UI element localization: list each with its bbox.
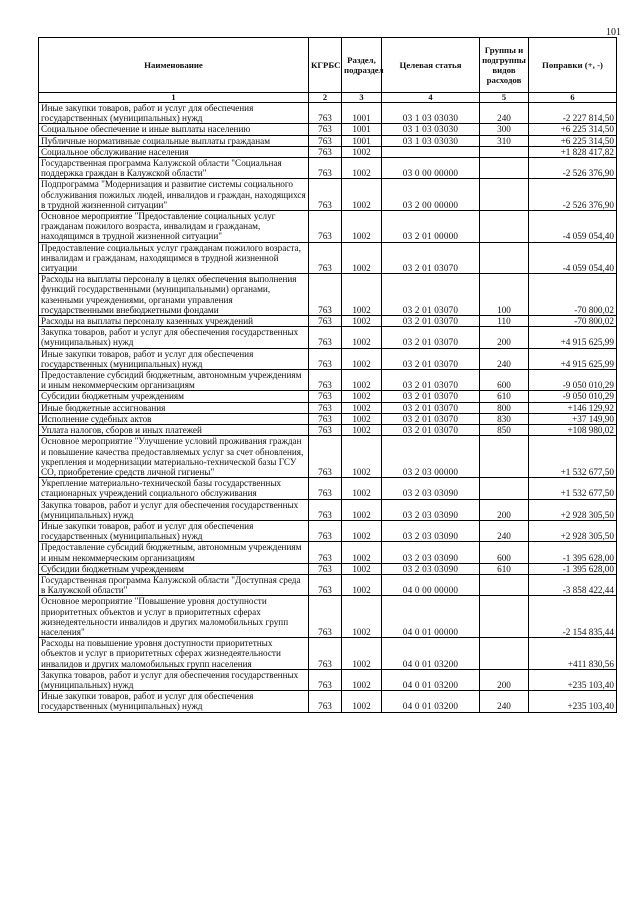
row-name: Иные закупки товаров, работ и услуг для обеспечения государственных (муниципальных) нужд <box>39 520 309 541</box>
row-razdel: 1002 <box>342 348 382 369</box>
row-expense-type: 100 <box>480 274 529 316</box>
row-kgrbs: 763 <box>309 211 342 243</box>
table-row <box>39 563 617 574</box>
row-expense-type: 200 <box>480 499 529 520</box>
row-kgrbs: 763 <box>309 402 342 413</box>
header-name: Наименование <box>39 38 309 93</box>
row-kgrbs: 763 <box>309 425 342 436</box>
row-name: Закупка товаров, работ и услуг для обеспечения государственных (муниципальных) нужд <box>39 327 309 348</box>
row-kgrbs: 763 <box>309 413 342 424</box>
header-row <box>39 38 617 93</box>
row-razdel: 1001 <box>342 135 382 146</box>
table-row <box>39 402 617 413</box>
row-name: Иные закупки товаров, работ и услуг для обеспечения государственных (муниципальных) нужд <box>39 691 309 712</box>
row-name: Субсидии бюджетным учреждениям <box>39 391 309 402</box>
row-kgrbs: 763 <box>309 691 342 712</box>
table-row <box>39 478 617 499</box>
row-name: Закупка товаров, работ и услуг для обеспечения государственных (муниципальных) нужд <box>39 499 309 520</box>
row-target-article: 03 2 01 03070 <box>382 402 480 413</box>
row-target-article: 03 2 01 03070 <box>382 391 480 402</box>
row-target-article: 03 2 01 00000 <box>382 211 480 243</box>
row-target-article: 03 2 03 03090 <box>382 499 480 520</box>
column-number: 5 <box>480 93 529 103</box>
row-amendment-amount: +1 828 417,82 <box>529 146 617 157</box>
row-razdel: 1002 <box>342 499 382 520</box>
row-amendment-amount: -3 858 422,44 <box>529 574 617 595</box>
row-amendment-amount: +411 830,56 <box>529 638 617 670</box>
header-razdel: Раздел, подраздел <box>342 38 382 93</box>
budget-amendments-table <box>38 37 617 713</box>
row-target-article: 04 0 00 00000 <box>382 574 480 595</box>
row-amendment-amount: -70 800,02 <box>529 316 617 327</box>
row-name: Иные закупки товаров, работ и услуг для обеспечения государственных (муниципальных) нужд <box>39 348 309 369</box>
row-expense-type <box>480 596 529 638</box>
row-razdel: 1002 <box>342 669 382 690</box>
table-row <box>39 316 617 327</box>
row-name: Расходы на выплаты персоналу в целях обеспечения выполнения функций государственными (муниципальными) органами, казенными учреждениями, органами управления государственными внебюджетными фондами <box>39 274 309 316</box>
row-name: Предоставление социальных услуг гражданам пожилого возраста, инвалидам и гражданам, находящимся в трудной жизненной ситуации <box>39 242 309 274</box>
row-target-article: 03 2 00 00000 <box>382 179 480 211</box>
row-razdel: 1002 <box>342 179 382 211</box>
row-razdel: 1002 <box>342 370 382 391</box>
row-kgrbs: 763 <box>309 596 342 638</box>
row-razdel: 1002 <box>342 574 382 595</box>
row-name: Исполнение судебных актов <box>39 413 309 424</box>
row-amendment-amount: +108 980,02 <box>529 425 617 436</box>
row-razdel: 1002 <box>342 146 382 157</box>
row-target-article: 04 0 01 03200 <box>382 691 480 712</box>
row-kgrbs: 763 <box>309 158 342 179</box>
row-amendment-amount: +4 915 625,99 <box>529 327 617 348</box>
header-kgrbs: КГРБС <box>309 38 342 93</box>
row-razdel: 1002 <box>342 211 382 243</box>
row-name: Государственная программа Калужской области "Социальная поддержка граждан в Калужской области" <box>39 158 309 179</box>
row-razdel: 1002 <box>342 274 382 316</box>
row-razdel: 1002 <box>342 563 382 574</box>
column-number-row <box>39 93 617 103</box>
row-target-article: 03 2 01 03070 <box>382 316 480 327</box>
table-row <box>39 542 617 563</box>
table-row <box>39 179 617 211</box>
row-name: Иные бюджетные ассигнования <box>39 402 309 413</box>
row-razdel: 1002 <box>342 596 382 638</box>
header-target-article: Целевая статья <box>382 38 480 93</box>
row-razdel: 1002 <box>342 436 382 478</box>
row-target-article: 03 1 03 03030 <box>382 124 480 135</box>
row-razdel: 1002 <box>342 478 382 499</box>
row-expense-type: 600 <box>480 542 529 563</box>
page-number: 101 <box>606 27 621 38</box>
row-kgrbs: 763 <box>309 563 342 574</box>
column-number: 2 <box>309 93 342 103</box>
row-razdel: 1002 <box>342 413 382 424</box>
table-row <box>39 370 617 391</box>
row-razdel: 1002 <box>342 327 382 348</box>
row-name: Социальное обслуживание населения <box>39 146 309 157</box>
table-row <box>39 124 617 135</box>
row-kgrbs: 763 <box>309 436 342 478</box>
row-target-article: 04 0 01 03200 <box>382 669 480 690</box>
row-target-article <box>382 146 480 157</box>
row-name: Расходы на повышение уровня доступности приоритетных объектов и услуг в приоритетных сферах жизнедеятельности инвалидов и других маломобильных групп населения <box>39 638 309 670</box>
row-name: Предоставление субсидий бюджетным, автономным учреждениям и иным некоммерческим организациям <box>39 542 309 563</box>
table-row <box>39 135 617 146</box>
row-expense-type: 200 <box>480 669 529 690</box>
row-kgrbs: 763 <box>309 638 342 670</box>
row-expense-type: 600 <box>480 370 529 391</box>
row-target-article: 03 2 01 03070 <box>382 242 480 274</box>
row-kgrbs: 763 <box>309 574 342 595</box>
table-row <box>39 327 617 348</box>
row-target-article: 03 2 01 03070 <box>382 327 480 348</box>
row-razdel: 1002 <box>342 242 382 274</box>
row-amendment-amount: -9 050 010,29 <box>529 391 617 402</box>
row-name: Уплата налогов, сборов и иных платежей <box>39 425 309 436</box>
row-expense-type <box>480 242 529 274</box>
row-amendment-amount: -4 059 054,40 <box>529 211 617 243</box>
row-kgrbs: 763 <box>309 499 342 520</box>
row-kgrbs: 763 <box>309 370 342 391</box>
row-razdel: 1002 <box>342 158 382 179</box>
row-name: Основное мероприятие "Улучшение условий проживания граждан и повышение качества предоставляемых услуг за счет обновления, укрепления и модернизации материально-технической базы ГСУ СО, приобретение средств личной гигиены" <box>39 436 309 478</box>
row-expense-type <box>480 179 529 211</box>
row-target-article: 03 2 01 03070 <box>382 413 480 424</box>
column-number: 1 <box>39 93 309 103</box>
row-target-article: 03 2 01 03070 <box>382 348 480 369</box>
row-razdel: 1002 <box>342 520 382 541</box>
row-amendment-amount: -70 800,02 <box>529 274 617 316</box>
row-name: Укрепление материально-технической базы государственных стационарных учреждений социального обслуживания <box>39 478 309 499</box>
table-body <box>39 103 617 713</box>
row-kgrbs: 763 <box>309 391 342 402</box>
row-expense-type: 240 <box>480 520 529 541</box>
table-row <box>39 669 617 690</box>
table-row <box>39 274 617 316</box>
row-name: Иные закупки товаров, работ и услуг для обеспечения государственных (муниципальных) нужд <box>39 103 309 124</box>
row-expense-type: 240 <box>480 691 529 712</box>
row-razdel: 1002 <box>342 402 382 413</box>
row-expense-type: 800 <box>480 402 529 413</box>
column-number: 6 <box>529 93 617 103</box>
row-amendment-amount: +1 532 677,50 <box>529 436 617 478</box>
row-target-article: 03 2 03 03090 <box>382 542 480 563</box>
row-kgrbs: 763 <box>309 542 342 563</box>
row-name: Основное мероприятие "Повышение уровня доступности приоритетных объектов и услуг в приоритетных сферах жизнедеятельности инвалидов и других маломобильных групп населения" <box>39 596 309 638</box>
row-amendment-amount: +1 532 677,50 <box>529 478 617 499</box>
row-kgrbs: 763 <box>309 669 342 690</box>
row-kgrbs: 763 <box>309 103 342 124</box>
row-expense-type: 830 <box>480 413 529 424</box>
row-name: Подпрограмма "Модернизация и развитие системы социального обслуживания пожилых людей, инвалидов и граждан, находящихся в трудной жизненной ситуации" <box>39 179 309 211</box>
table-row <box>39 103 617 124</box>
row-target-article: 03 2 01 03070 <box>382 425 480 436</box>
table-row <box>39 211 617 243</box>
row-name: Основное мероприятие "Предоставление социальных услуг гражданам пожилого возраста, инвалидам и гражданам, находящимся в трудной жизненной ситуации" <box>39 211 309 243</box>
row-amendment-amount: +2 928 305,50 <box>529 520 617 541</box>
row-razdel: 1002 <box>342 638 382 670</box>
table-row <box>39 348 617 369</box>
row-razdel: 1002 <box>342 316 382 327</box>
row-amendment-amount: -2 154 835,44 <box>529 596 617 638</box>
table-row <box>39 574 617 595</box>
row-target-article: 03 1 03 03030 <box>382 103 480 124</box>
table-row <box>39 436 617 478</box>
row-razdel: 1002 <box>342 425 382 436</box>
row-kgrbs: 763 <box>309 242 342 274</box>
row-amendment-amount: -4 059 054,40 <box>529 242 617 274</box>
row-target-article: 03 2 01 03070 <box>382 370 480 391</box>
row-amendment-amount: -9 050 010,29 <box>529 370 617 391</box>
row-expense-type: 610 <box>480 563 529 574</box>
row-expense-type <box>480 638 529 670</box>
row-kgrbs: 763 <box>309 348 342 369</box>
row-amendment-amount: +146 129,92 <box>529 402 617 413</box>
row-amendment-amount: +4 915 625,99 <box>529 348 617 369</box>
row-target-article: 03 1 03 03030 <box>382 135 480 146</box>
table-row <box>39 391 617 402</box>
row-kgrbs: 763 <box>309 274 342 316</box>
row-expense-type: 310 <box>480 135 529 146</box>
row-razdel: 1001 <box>342 124 382 135</box>
row-kgrbs: 763 <box>309 135 342 146</box>
row-amendment-amount: +37 149,90 <box>529 413 617 424</box>
row-razdel: 1002 <box>342 542 382 563</box>
row-name: Субсидии бюджетным учреждениям <box>39 563 309 574</box>
row-razdel: 1001 <box>342 103 382 124</box>
row-expense-type <box>480 158 529 179</box>
row-amendment-amount: -1 395 628,00 <box>529 563 617 574</box>
row-amendment-amount: -2 526 376,90 <box>529 179 617 211</box>
row-target-article: 03 0 00 00000 <box>382 158 480 179</box>
table-row <box>39 413 617 424</box>
row-amendment-amount: +235 103,40 <box>529 691 617 712</box>
row-amendment-amount: +235 103,40 <box>529 669 617 690</box>
row-target-article: 03 2 03 03090 <box>382 520 480 541</box>
row-amendment-amount: -2 227 814,50 <box>529 103 617 124</box>
table-row <box>39 146 617 157</box>
table-row <box>39 638 617 670</box>
row-target-article: 03 2 03 00000 <box>382 436 480 478</box>
row-target-article: 04 0 01 00000 <box>382 596 480 638</box>
row-amendment-amount: +2 928 305,50 <box>529 499 617 520</box>
header-expense-type: Группы и подгруппы видов расходов <box>480 38 529 93</box>
table-row <box>39 242 617 274</box>
row-kgrbs: 763 <box>309 520 342 541</box>
row-kgrbs: 763 <box>309 327 342 348</box>
row-amendment-amount: +6 225 314,50 <box>529 135 617 146</box>
row-expense-type: 200 <box>480 327 529 348</box>
row-name: Предоставление субсидий бюджетным, автономным учреждениям и иным некоммерческим организациям <box>39 370 309 391</box>
row-name: Публичные нормативные социальные выплаты гражданам <box>39 135 309 146</box>
row-kgrbs: 763 <box>309 179 342 211</box>
table-row <box>39 425 617 436</box>
row-name: Закупка товаров, работ и услуг для обеспечения государственных (муниципальных) нужд <box>39 669 309 690</box>
table-row <box>39 158 617 179</box>
row-name: Государственная программа Калужской области "Доступная среда в Калужской области" <box>39 574 309 595</box>
row-name: Расходы на выплаты персоналу казенных учреждений <box>39 316 309 327</box>
table-row <box>39 691 617 712</box>
row-expense-type: 240 <box>480 348 529 369</box>
row-amendment-amount: +6 225 314,50 <box>529 124 617 135</box>
table-row <box>39 499 617 520</box>
row-expense-type <box>480 211 529 243</box>
row-expense-type <box>480 574 529 595</box>
row-expense-type: 850 <box>480 425 529 436</box>
row-name: Социальное обеспечение и иные выплаты населению <box>39 124 309 135</box>
row-razdel: 1002 <box>342 391 382 402</box>
row-kgrbs: 763 <box>309 124 342 135</box>
table-row <box>39 596 617 638</box>
row-kgrbs: 763 <box>309 146 342 157</box>
row-expense-type: 110 <box>480 316 529 327</box>
column-number: 4 <box>382 93 480 103</box>
row-razdel: 1002 <box>342 691 382 712</box>
row-kgrbs: 763 <box>309 316 342 327</box>
row-expense-type: 300 <box>480 124 529 135</box>
row-target-article: 03 2 03 03090 <box>382 563 480 574</box>
row-expense-type: 610 <box>480 391 529 402</box>
row-expense-type <box>480 436 529 478</box>
row-kgrbs: 763 <box>309 478 342 499</box>
table-row <box>39 520 617 541</box>
row-expense-type <box>480 146 529 157</box>
row-expense-type <box>480 478 529 499</box>
column-number: 3 <box>342 93 382 103</box>
row-target-article: 04 0 01 03200 <box>382 638 480 670</box>
header-amendments: Поправки (+, -) <box>529 38 617 93</box>
row-target-article: 03 2 03 03090 <box>382 478 480 499</box>
row-amendment-amount: -1 395 628,00 <box>529 542 617 563</box>
row-expense-type: 240 <box>480 103 529 124</box>
row-amendment-amount: -2 526 376,90 <box>529 158 617 179</box>
row-target-article: 03 2 01 03070 <box>382 274 480 316</box>
